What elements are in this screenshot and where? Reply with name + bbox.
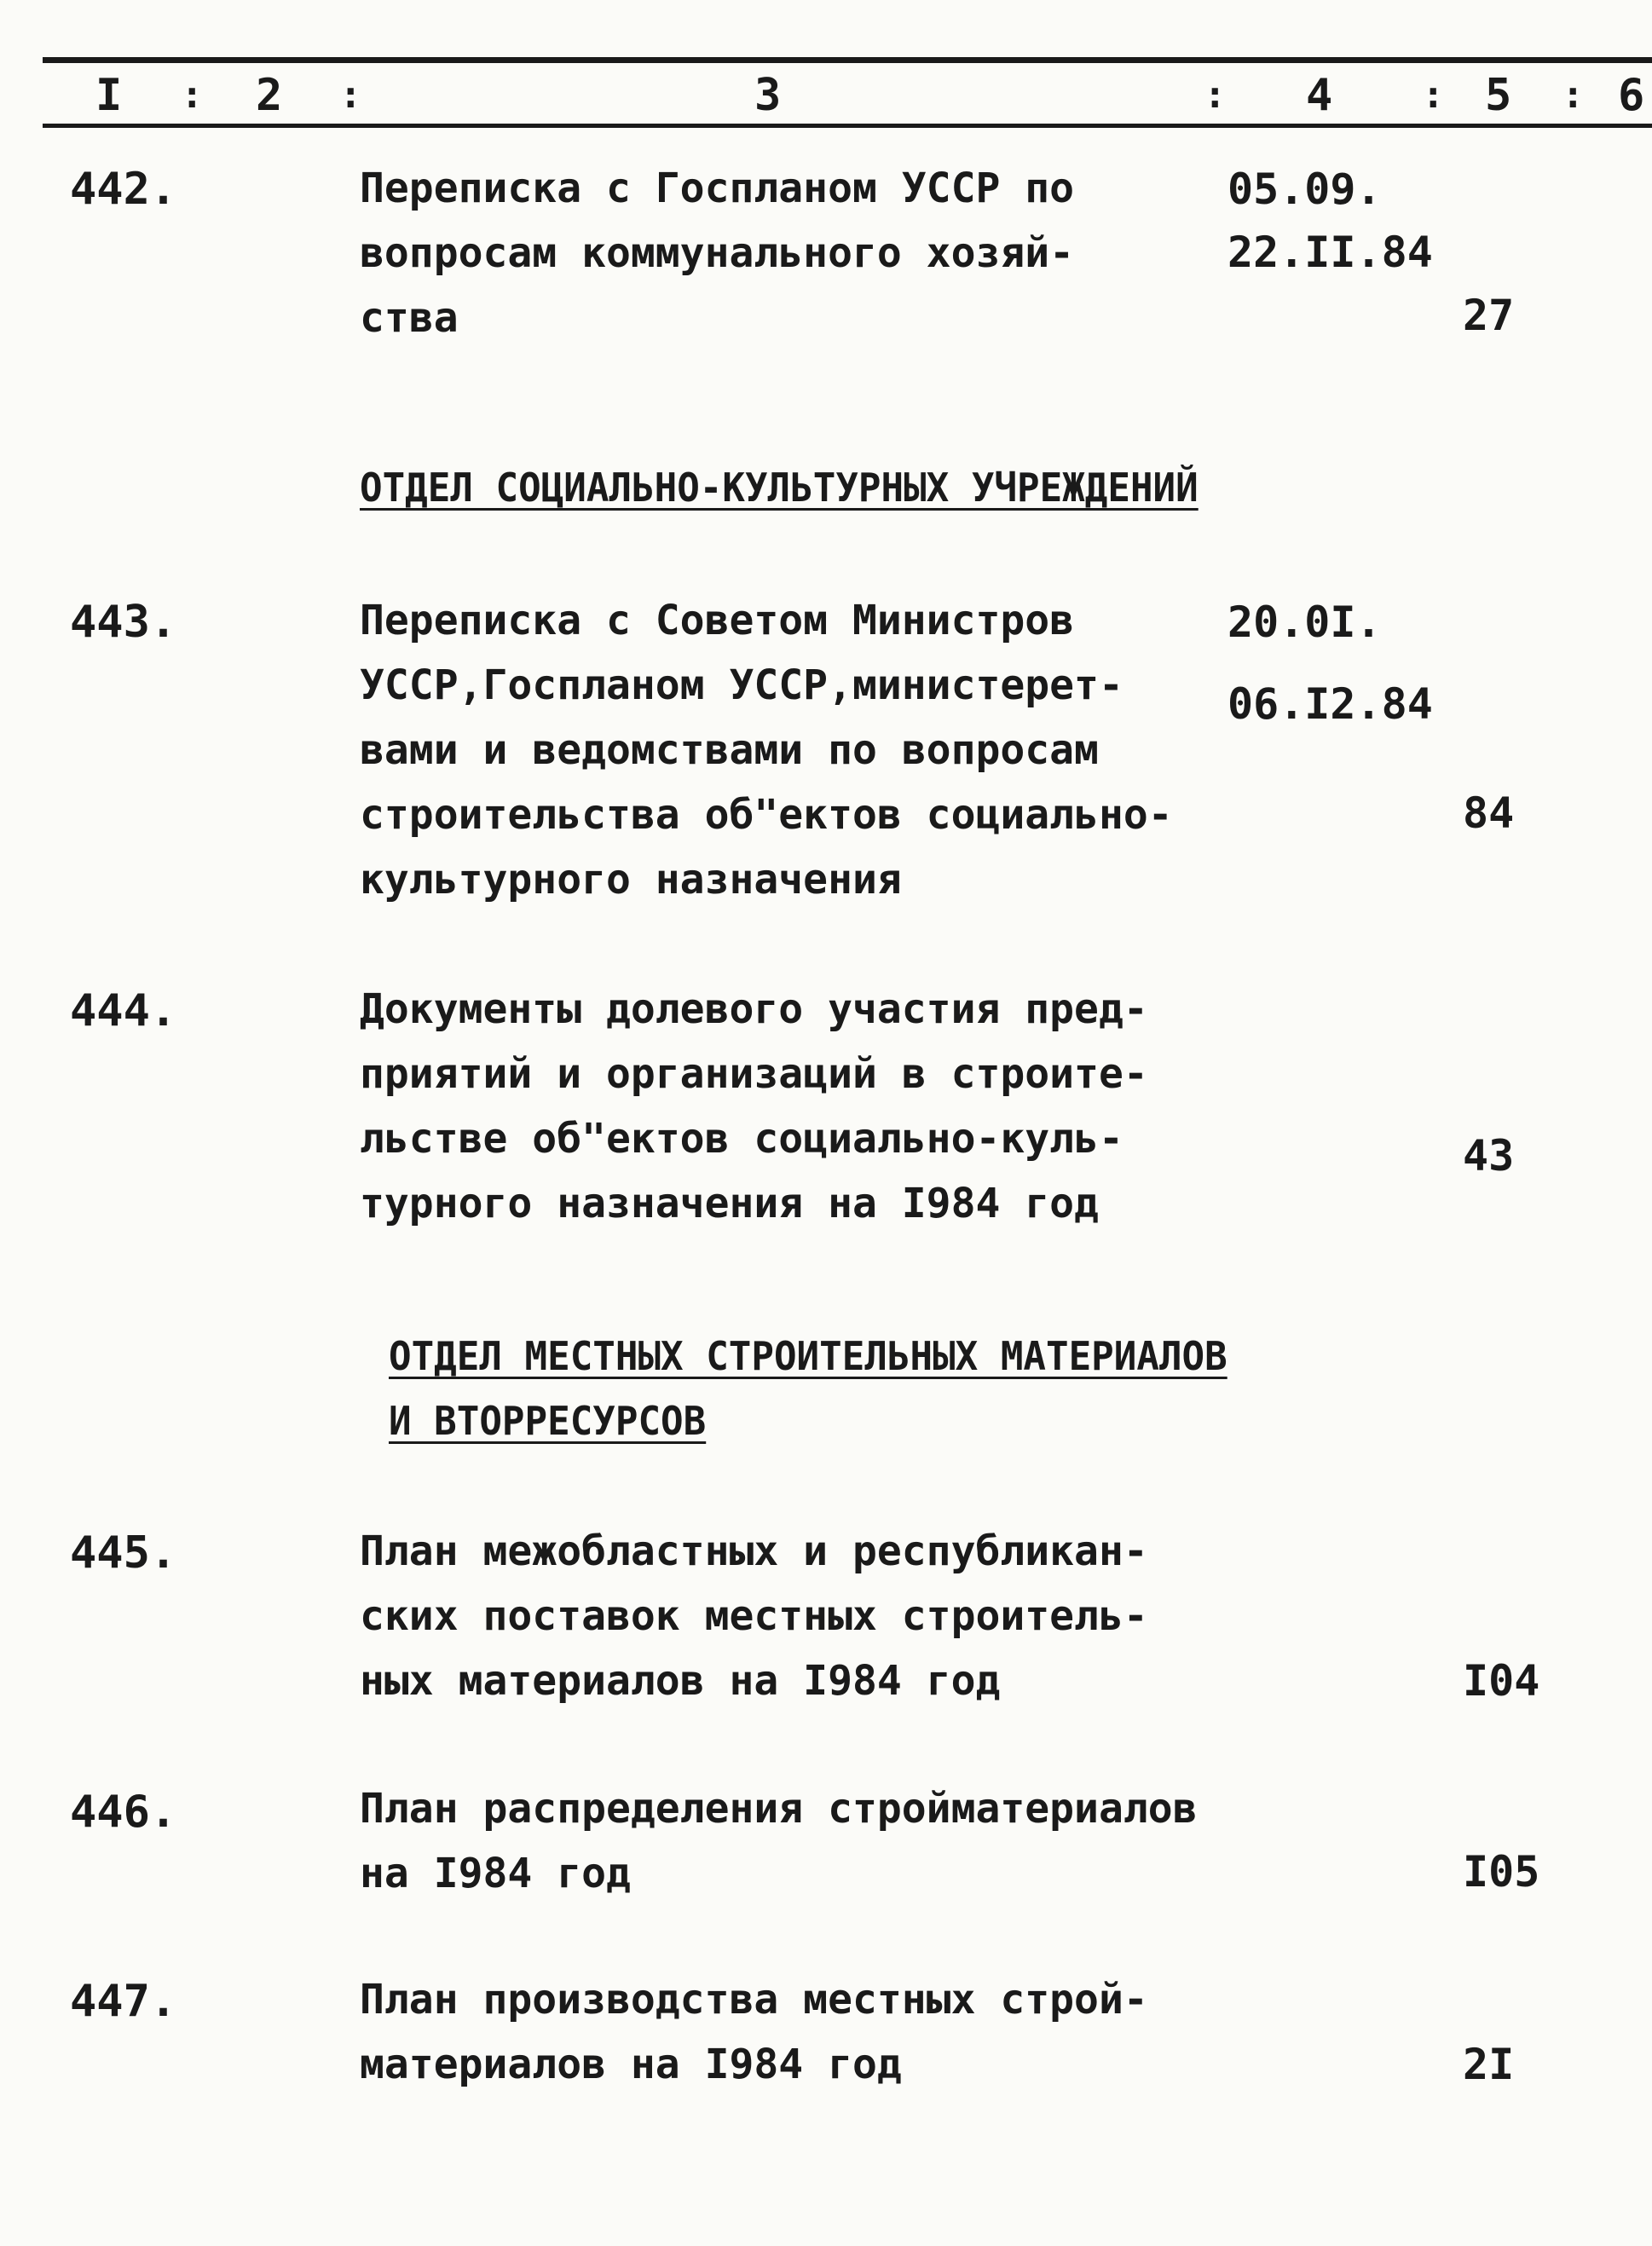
header-col-4: 4 — [1306, 70, 1333, 121]
entry-title-line: Переписка с Госпланом УССР по — [360, 165, 1075, 212]
entry-number: 445. — [70, 1527, 177, 1579]
header-col-2: 2 — [256, 70, 283, 121]
entry-date-start: 05.09. — [1227, 165, 1382, 214]
header-separator: : — [1562, 73, 1585, 117]
entry-title-line: турного назначения на I984 год — [360, 1180, 1099, 1227]
entry-number: 447. — [70, 1976, 177, 2027]
entry-title-line: План межобластных и республикан- — [360, 1527, 1148, 1575]
header-separator: : — [1422, 73, 1445, 117]
entry-number: 443. — [70, 597, 177, 648]
entry-sheet-count: 27 — [1463, 291, 1515, 340]
section-heading-line: ОТДЕЛ МЕСТНЫХ СТРОИТЕЛЬНЫХ МАТЕРИАЛОВ — [389, 1333, 1227, 1379]
header-col-6: 6 — [1618, 70, 1645, 121]
section-heading-line: И ВТОРРЕСУРСОВ — [389, 1398, 707, 1444]
entry-title-line: УССР,Госпланом УССР,министерет- — [360, 661, 1123, 709]
header-separator: : — [181, 73, 204, 117]
entry-title-line: ных материалов на I984 год — [360, 1657, 1001, 1705]
entry-number: 442. — [70, 164, 177, 215]
entry-title-line: строительства об"ектов социально- — [360, 791, 1173, 839]
entry-title-line: льстве об"ектов социально-куль- — [360, 1115, 1123, 1163]
entry-date-start: 20.0I. — [1227, 598, 1382, 647]
entry-date-end: 22.II.84 — [1227, 228, 1433, 277]
header-col-5: 5 — [1485, 70, 1512, 121]
header-bottom-rule — [43, 124, 1652, 128]
entry-title-line: вопросам коммунального хозяй- — [360, 229, 1075, 277]
entry-sheet-count: 2I — [1463, 2040, 1515, 2089]
header-top-rule — [43, 57, 1652, 63]
header-col-3: 3 — [754, 70, 782, 121]
section-heading-line: ОТДЕЛ СОЦИАЛЬНО-КУЛЬТУРНЫХ УЧРЕЖДЕНИЙ — [360, 465, 1199, 511]
entry-title-line: приятий и организаций в строите- — [360, 1050, 1148, 1098]
entry-title-line: материалов на I984 год — [360, 2041, 902, 2088]
entry-number: 444. — [70, 985, 177, 1036]
entry-title-line: План производства местных строй- — [360, 1976, 1148, 2024]
entry-title-line: Документы долевого участия пред- — [360, 985, 1148, 1033]
entry-number: 446. — [70, 1787, 177, 1838]
entry-sheet-count: 84 — [1463, 788, 1515, 838]
entry-date-end: 06.I2.84 — [1227, 679, 1433, 729]
entry-title-line: вами и ведомствами по вопросам — [360, 726, 1099, 774]
header-col-1: I — [95, 70, 123, 121]
entry-sheet-count: I04 — [1463, 1656, 1540, 1706]
entry-sheet-count: 43 — [1463, 1131, 1515, 1181]
entry-title-line: Переписка с Советом Министров — [360, 597, 1075, 644]
entry-title-line: на I984 год — [360, 1850, 631, 1897]
entry-title-line: ских поставок местных строитель- — [360, 1592, 1148, 1640]
entry-title-line: культурного назначения — [360, 856, 902, 904]
entry-title-line: ства — [360, 294, 459, 342]
header-separator: : — [1204, 73, 1227, 117]
header-separator: : — [339, 73, 362, 117]
entry-sheet-count: I05 — [1463, 1847, 1540, 1897]
entry-title-line: План распределения стройматериалов — [360, 1785, 1198, 1833]
